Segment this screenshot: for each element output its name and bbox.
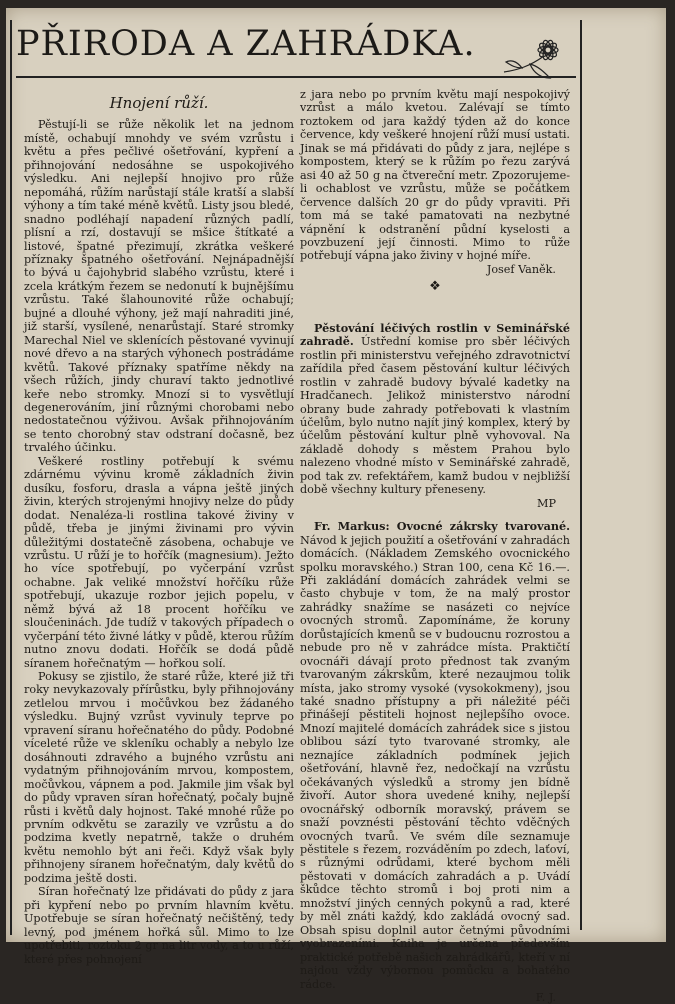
article2-heading: Pěstování léčivých rostlin v Seminářské zahradě. xyxy=(300,320,570,349)
section-title: PŘIRODA A ZAHRÁDKA. xyxy=(16,24,476,64)
article2-signature: MP xyxy=(537,496,556,510)
article1-paragraph: Pěstují-li se růže několik let na jednom místě, ochabují mnohdy ve svém vzrůstu i květu a přes pečlivé ošetřování, kypření a přihnojování nedosáhne se uspokojivého výsledku. Ani nejlepší hnojivo pro růže nepomáhá, růžím narůstají stále kratší a slabší výhony a tím také méně květů. Listy jsou bledé, snadno podléhají napadení různých padlí, plísní a rzí, dostavují se mšice štítkaté a listové, špatné přezimují, zkrátka veškeré příznaky špatného ošetřování. Nejnápadnější to bývá u čajohybrid slabého vzrůstu, které i zcela krátkým řezem se nedonutí k bujnějšímu vzrůstu. Také šlahounovité růže ochabují; bujné a dlouhé výhony, jež mají nahraditi jiné, již starší, vysílené, nenarůstají. Staré stromky Marechal Niel ve sklenících pěstované vyvinují nové dřevo a na starých výhonech postrádáme květů. Takové příznaky spatříme někdy na všech růžích, jindy churaví takto jednotlivé keře nebo stromky. Mnozí si to vysvětlují degenerováním, jiní různými chorobami nebo nedostatečnou výživou. Avšak přihnojováním se tento chorobný stav odstraní dočasně, bez trvalého účinku. xyxy=(24,118,294,455)
article1-paragraph: Veškeré rostliny potřebují k svému zdárnému vývinu kromě základních živin dusíku, fosforu, drasla a vápna ještě jiných živin, kterých strojenými hnojivy nelze do půdy dodat. Nenaléza-li rostlina takové živiny v půdě, třeba je jinými živinami pro vývin důležitými dostatečně zásobena, ochabuje ve vzrůstu. U růží je to hořčík (magnesium). Ježto ho více spotřebují, po vyčerpání vzrůst ochabne. Jak veliké množství hořčíku růže spotřebují, ukazuje rozbor jejich popelu, v němž bývá až 18 procent hořčíku ve sloučeninách. Jde tudíž v takových případech o vyčerpání této živné látky v půdě, kterou růžím nutno znovu dodati. Hořčík se dodá půdě síranem hořečnatým — hořkou solí. xyxy=(24,454,294,670)
right-column xyxy=(300,88,570,1004)
masthead xyxy=(16,16,576,78)
article1-paragraph: Pokusy se zjistilo, že staré růže, které již tři roky nevykazovaly přírůstku, byly přihnojovány zetlelou mrvou i močůvkou bez žádaného výsledku. Bujný vzrůst vyvinuly teprve po vpravení síranu hořečnatého do půdy. Podobné víceleté růže ve skleníku ochably a nebylo lze dosáhnouti zdravého a bujného vzrůstu ani vydatným přihnojováním mrvou, kompostem, močůvkou, vápnem a pod. Jakmile jim však byl do půdy vpraven síran hořečnatý, počaly bujně růsti i květů daly hojnost. Také mnohé růže po prvním odkvětu se zarazily ve vzrůstu a do podzima kvetly nepatrně, takže o druhém květu nemohlo být ani řeči. Když však byly přihnojeny síranem hořečnatým, daly květů do podzima ještě dosti. xyxy=(24,670,294,885)
article1-paragraph: Síran hořečnatý lze přidávati do půdy z jara při kypření nebo po prvním hlavním květu. Upotřebuje se síran hořečnatý nečištěný, tedy levný, pod jménem hořká sůl. Mimo to lze upotřebiti, roztoku 2 gr na litr vody, a to u růží, které přes pohnojení xyxy=(24,885,294,966)
ornament-icon: ❖ xyxy=(429,279,441,295)
masthead-rule xyxy=(16,76,576,78)
article1-heading: Hnojení růží. xyxy=(109,94,209,112)
right-frame-line xyxy=(580,20,582,930)
left-column xyxy=(24,95,294,966)
left-frame-line xyxy=(10,20,12,935)
article2-text: Ústřední komise pro sběr léčivých rostlin při ministerstvu veřejného zdravotnictví zařídila před časem pěstování kultur léčivých rostlin v zahradě budovy bývalé kadetky na Hradčanech. Jelikož ministerstvo národní obrany bude zahrady potřebovati k vlastním účelům, bylo nutno najít jiný komplex, který by účelům pěstování kultur plně vyhovoval. Na základě dohody s městem Prahou bylo nalezeno vhodné místo v Seminářské zahradě, pod tak zv. refektářem, kamž budou v nejbližší době všechny kultury přeneseny. xyxy=(300,335,570,497)
article3-signature: F. J. xyxy=(535,991,556,1004)
article3-heading: Fr. Markus: Ovocné zákrsky tvarované. xyxy=(314,519,570,534)
article3-intro: Návod k jejich použití a ošetřování v zahradách domácích. (Nákladem Zemského ovocnického spolku moravského.) Stran 100, cena Kč 16.—. xyxy=(300,533,570,574)
article1-signature: Josef Vaněk. xyxy=(486,262,556,276)
article3-text: Při zakládání domácích zahrádek velmi se často chybuje v tom, že na malý prostor zahrádky snažíme se nasázeti co nejvíce ovocných stromů. Zapomínáme, že koruny dorůstajících kmenů se v budoucnu rozrostou a nebude pro ně v zahrádce místa. Praktičtí ovocnáři dávají proto přednost tak zvaným tvarovaným zákrskům, které nezaujmou tolik místa, jako stromy vysoké (vysokokmeny), jsou také snadno přístupny a při náležité péči přinášejí pěstiteli hojnost nejlepšího ovoce. Mnozí majitelé domácích zahrádek sice s jistou oblibou sází tyto tvarované stromky, ale neznajíce základních podmínek jejich ošetřování, hlavně řez, nedočkají na vzrůstu očekávaných výsledků a stromy jen bídně živoří. Autor shora uvedené knihy, nejlepší ovocnářský odborník moravský, právem se snaží povznésti pěstování těchto vděčných ovocných tvarů. Ve svém díle seznamuje pěstitele s řezem, rozváděním po zdech, laťoví, s různými odrůdami, které bychom měli pěstovati v domácích zahradách a p. Uvádí škůdce těchto stromů i boj proti nim a množství jiných cenných pokynů a rad, které by měl znáti každý, kdo zakládá ovocný sad. Obsah spisu doplnil autor četnými původními vyobrazeními. Kniha je určena především praktické potřebě našich zahrádkářů, kteří v ní najdou vždy výbornou pomůcku a bohatého rádce. xyxy=(300,573,570,991)
article1-continuation: z jara nebo po prvním květu mají nespokojivý vzrůst a málo kvetou. Zalévají se tímto roztokem od jara každý týden až do konce července, kdy veškeré hnojení růží musí ustati. Jinak se má přidávati do půdy z jara, nejlépe s kompostem, který se k růžím po řezu zarývá asi 40 až 50 g na čtvereční metr. Zpozorujeme-li ochablost ve vzrůstu, může se počátkem července dalších 20 gr do půdy vpraviti. Při tom má se také pamatovati na nezbytné vápnění k odstranění půdní kyselosti a povzbuzení její činnosti. Mimo to růže potřebují vápna jako živiny v hojné míře. xyxy=(300,88,570,263)
